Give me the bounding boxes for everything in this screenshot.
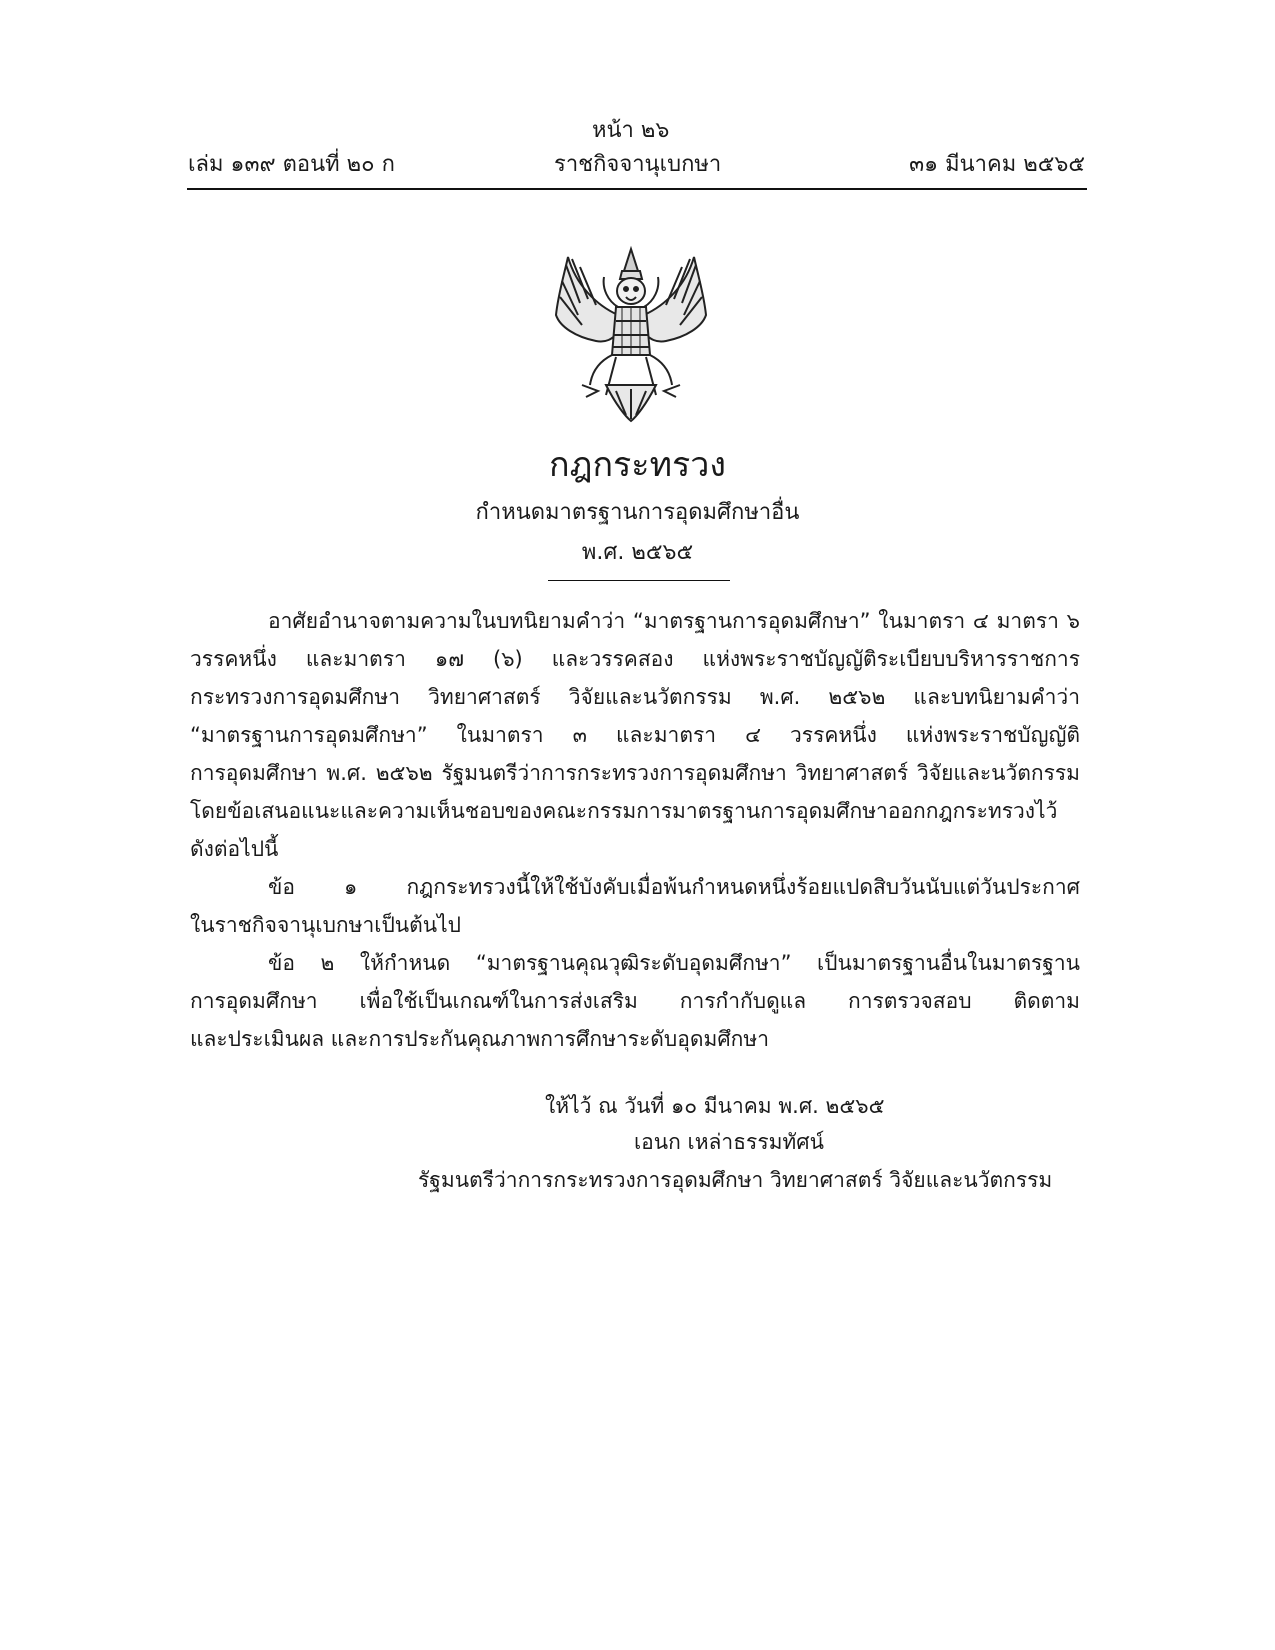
- preamble-line: วรรคหนึ่ง และมาตรา ๑๗ (๖) และวรรคสอง แห่งพระราชบัญญัติระเบียบบริหารราชการ: [190, 647, 1080, 671]
- preamble-line: โดยข้อเสนอแนะและความเห็นชอบของคณะกรรมการมาตรฐานการอุดมศึกษาออกกฎกระทรวงไว้: [190, 799, 1058, 823]
- preamble-line: กระทรวงการอุดมศึกษา วิทยาศาสตร์ วิจัยและนวัตกรรม พ.ศ. ๒๕๖๒ และบทนิยามคำว่า: [190, 685, 1080, 709]
- signatory-position: รัฐมนตรีว่าการกระทรวงการอุดมศึกษา วิทยาศาสตร์ วิจัยและนวัตกรรม: [418, 1168, 1053, 1192]
- preamble-line: “มาตรฐานการอุดมศึกษา” ในมาตรา ๓ และมาตรา ๔ วรรคหนึ่ง แห่งพระราชบัญญัติ: [190, 723, 1080, 747]
- gazette-date: ๓๑ มีนาคม ๒๕๖๕: [909, 152, 1085, 177]
- title-divider: [548, 580, 730, 581]
- clause-2-line: และประเมินผล และการประกันคุณภาพการศึกษาระดับอุดมศึกษา: [190, 1027, 769, 1051]
- gazette-volume: เล่ม ๑๓๙ ตอนที่ ๒๐ ก: [188, 152, 395, 177]
- clause-2-line: ข้อ ๒ ให้กำหนด “มาตรฐานคุณวุฒิระดับอุดมศึกษา” เป็นมาตรฐานอื่นในมาตรฐาน: [268, 951, 1080, 975]
- document-year: พ.ศ. ๒๕๖๕: [581, 540, 694, 565]
- gazette-name: ราชกิจจานุเบกษา: [554, 152, 722, 177]
- page-number: หน้า ๒๖: [592, 118, 670, 143]
- clause-1-line: ข้อ ๑ กฎกระทรวงนี้ให้ใช้บังคับเมื่อพ้นกำหนดหนึ่งร้อยแปดสิบวันนับแต่วันประกาศ: [268, 875, 1080, 899]
- signature-date: ให้ไว้ ณ วันที่ ๑๐ มีนาคม พ.ศ. ๒๕๖๕: [545, 1094, 885, 1118]
- clause-1-line: ในราชกิจจานุเบกษาเป็นต้นไป: [190, 913, 462, 937]
- preamble-line: ดังต่อไปนี้: [190, 837, 279, 861]
- garuda-emblem-icon: [546, 245, 716, 423]
- header-rule: [187, 188, 1087, 190]
- preamble-line: การอุดมศึกษา พ.ศ. ๒๕๖๒ รัฐมนตรีว่าการกระทรวงการอุดมศึกษา วิทยาศาสตร์ วิจัยและนวัตกรรม: [190, 761, 1080, 785]
- document-title: กฎกระทรวง: [549, 445, 726, 485]
- preamble-line: อาศัยอำนาจตามความในบทนิยามคำว่า “มาตรฐานการอุดมศึกษา” ในมาตรา ๔ มาตรา ๖: [268, 609, 1080, 633]
- signatory-name: เอนก เหล่าธรรมทัศน์: [634, 1130, 824, 1154]
- clause-2-line: การอุดมศึกษา เพื่อใช้เป็นเกณฑ์ในการส่งเสริม การกำกับดูแล การตรวจสอบ ติดตาม: [190, 989, 1080, 1013]
- document-subtitle: กำหนดมาตรฐานการอุดมศึกษาอื่น: [475, 500, 800, 525]
